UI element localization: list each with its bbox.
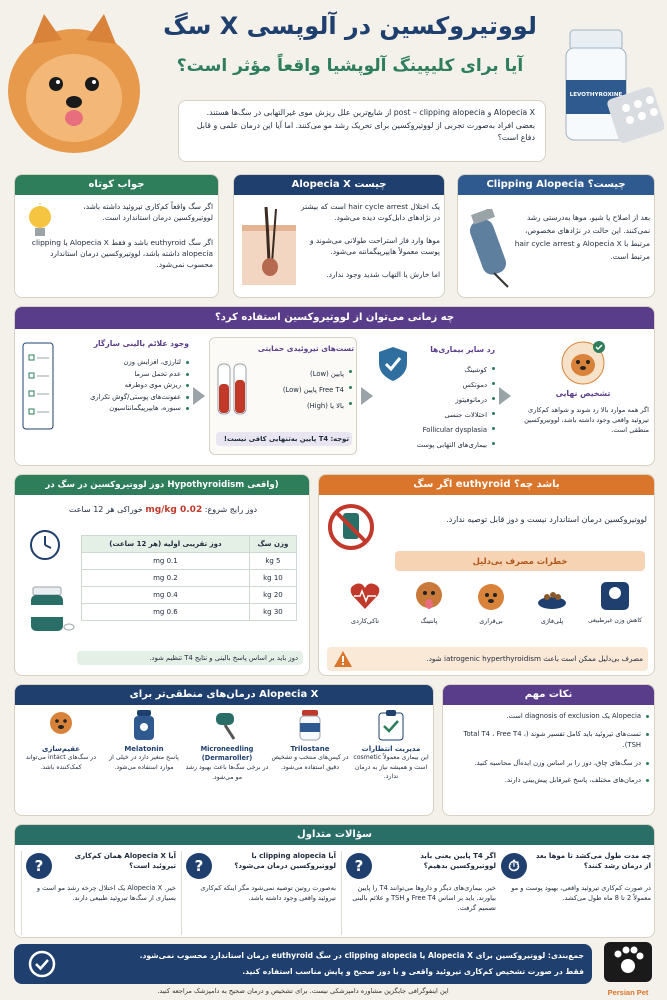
- clinical-sign-item: لتارژی، افزایش وزن: [57, 357, 189, 369]
- clinical-signs-title: وجود علائم بالینی سازگار: [93, 339, 189, 348]
- faq-answer: به‌صورت روتین توصیه نمی‌شود مگر اینکه کم‌کاری تیروئید واقعی وجود داشته باشد.: [200, 884, 336, 902]
- short-answer-line-2: اگر سگ euthyroid باشد و فقط Alopecia X یا clipping alopecia داشته باشد، لووتیروکسین درمان استاندارد محسوب نمی‌شود.: [31, 238, 213, 269]
- short-answer-line-1: اگر سگ واقعاً کم‌کاری تیروئید داشته باشد، لووتیروکسین درمان استاندارد است.: [83, 202, 213, 222]
- question-icon: ?: [346, 853, 372, 879]
- risk-item: [335, 579, 395, 625]
- rule-out-title: رد سایر بیماری‌ها: [430, 345, 495, 354]
- rule-out-item: اختلالات جنسی: [391, 408, 495, 423]
- faq-question: آیا clipping alopecia با لووتیروکسین درمان می‌شود؟: [234, 852, 336, 870]
- treatment-title: Microneedling (Dermaroller): [200, 745, 254, 762]
- arrow-icon: [361, 387, 373, 405]
- faq-question: چه مدت طول می‌کشد تا موها بعد از درمان رشد کنند؟: [535, 852, 651, 870]
- risk-label: پلی‌فاژی: [540, 617, 564, 625]
- clinical-sign-item: عفونت‌های پوستی/گوش تکراری: [57, 392, 189, 404]
- dog-icon: [46, 709, 76, 741]
- intro-box: [178, 100, 546, 162]
- faq-title: سؤالات متداول: [15, 825, 654, 845]
- warning-icon: [333, 650, 353, 668]
- final-diagnosis-text: اگر همه موارد بالا رد شوند و شواهد کم‌کاری تیروئید واقعی وجود داشته باشد، لووتیروکسین منطقی است.: [524, 406, 649, 434]
- notes-card: [442, 684, 655, 816]
- clipping-alopecia-title: Clipping Alopecia چیست؟: [458, 175, 654, 195]
- dose-table-wrap: [81, 535, 297, 621]
- table-cell: 0.4 mg: [82, 587, 250, 604]
- dose-start-value: 0.02 mg/kg: [145, 505, 203, 515]
- alopecia-x-title: Alopecia X چیست: [234, 175, 444, 195]
- heart-rate-icon: [348, 579, 382, 613]
- risk-label: پانتینگ: [420, 617, 438, 625]
- rule-out-item: کوشینگ: [391, 363, 495, 378]
- clipping-alopecia-text: بعد از اصلاح یا شیو، موها به‌درستی رشد نمی‌کنند. این حالت در نژادهای مخصوص، مرتبط با Alopecia X و hair cycle arrest مرتبط است.: [514, 213, 650, 261]
- check-circle-icon: [28, 950, 56, 978]
- page-title: لووتیروکسین در آلوپسی X سگ: [163, 12, 537, 40]
- dog-face-icon: [561, 341, 605, 385]
- arrow-icon: [499, 387, 511, 405]
- table-row: [82, 587, 297, 604]
- bottle-label: LEVOTHYROXINE: [569, 92, 623, 98]
- treatment-text: در سگ‌های intact می‌تواند کمک‌کننده باشد.: [25, 754, 97, 771]
- euthyroid-card: [318, 474, 655, 676]
- thyroid-tests-list: [254, 366, 352, 414]
- table-cell: 5 kg: [249, 553, 296, 570]
- table-cell: 0.2 mg: [82, 570, 250, 587]
- arrow-icon: [193, 387, 205, 405]
- when-section-title: چه زمانی می‌توان از لووتیروکسین استفاده کرد؟: [15, 307, 654, 329]
- conclusion-line-2: فقط در صورت تشخیص کم‌کاری تیروئید واقعی و با دوز صحیح و پایش مناسب استفاده کنید.: [242, 967, 584, 976]
- thyroid-tests-note: توجه: T4 پایین به‌تنهایی کافی نیست!: [216, 432, 352, 446]
- treatment-title: مدیریت انتظارات: [361, 745, 421, 753]
- table-cell: 20 kg: [249, 587, 296, 604]
- warning-text: مصرف بی‌دلیل ممکن است باعث iatrogenic hyperthyroidism شود.: [426, 654, 643, 663]
- no-drug-icon: [327, 503, 375, 551]
- faq-item: [21, 851, 175, 935]
- thyroid-test-item: بالا یا (High): [254, 398, 352, 414]
- alopecia-x-line-1: یک اختلال hair cycle arrest است که بیشتر در نژادهای دابل‌کوت دیده می‌شود.: [301, 202, 440, 222]
- clinical-sign-item: سبوره، هایپرپیگمانتاسیون: [57, 403, 189, 415]
- treatment-text: این بیماری معمولاً cosmetic است و همیشه نیاز به درمان ندارد.: [353, 754, 429, 780]
- conclusion-banner: [14, 944, 592, 984]
- clipper-icon: [464, 209, 512, 289]
- rule-out-item: دموتکس: [391, 378, 495, 393]
- treatment-text: در کیس‌های منتخب و تشخیص دقیق استفاده می‌شود.: [271, 754, 349, 771]
- food-bowl-icon: [535, 579, 569, 613]
- alopecia-x-line-2: موها وارد فاز استراحت طولانی می‌شوند و پوست معمولاً هایپرپیگمانته می‌شود.: [309, 236, 440, 256]
- checklist-icon: [21, 341, 55, 431]
- page-subtitle: آیا برای کلیپینگ آلوپشیا واقعاً مؤثر است؟: [176, 56, 524, 76]
- risk-item: [463, 579, 519, 625]
- short-answer-card: [14, 174, 219, 298]
- risk-item: [585, 579, 645, 624]
- dose-table-header-cell: وزن سگ: [249, 536, 296, 553]
- rule-out-item: درماتوفیتوز: [391, 393, 495, 408]
- rule-out-item: بیماری‌های التهابی پوست: [391, 438, 495, 453]
- faq-question: آیا Alopecia X همان کم‌کاری تیروئید است؟: [74, 852, 176, 870]
- notes-list: [451, 711, 649, 787]
- table-cell: 0.6 mg: [82, 604, 250, 621]
- faq-answer: خیر. Alopecia X یک اختلال چرخه رشد مو است و بسیاری از سگ‌ها تیروئید طبیعی دارند.: [36, 884, 176, 902]
- notes-title: نکات مهم: [443, 685, 654, 705]
- alopecia-x-card: [233, 174, 445, 298]
- question-icon: ?: [26, 853, 52, 879]
- medicine-bottle-illustration: [560, 22, 664, 152]
- clinical-signs-block: [21, 335, 189, 461]
- when-section: [14, 306, 655, 466]
- note-item: Alopecia یک diagnosis of exclusion است.: [451, 711, 649, 723]
- clinical-signs-list: [57, 357, 189, 415]
- treatment-item: [105, 709, 183, 813]
- dog-photo: [4, 6, 144, 156]
- treatment-item: [19, 709, 103, 813]
- table-cell: 30 kg: [249, 604, 296, 621]
- risk-label: کاهش وزن غیرطبیعی: [587, 617, 643, 624]
- treatment-item: [271, 709, 349, 813]
- clinical-sign-item: عدم تحمل سرما: [57, 369, 189, 381]
- thyroid-tests-title: تست‌های تیروئیدی حمایتی: [257, 344, 354, 353]
- treatments-title: درمان‌های منطقی‌تر برای Alopecia X: [15, 685, 433, 705]
- treatment-title: Melatonin: [124, 745, 164, 753]
- treatment-item: [351, 709, 431, 813]
- panting-dog-icon: [412, 579, 446, 613]
- dose-footer: دوز باید بر اساس پاسخ بالینی و نتایج T4 تنظیم شود.: [77, 651, 303, 665]
- faq-item: [501, 851, 651, 935]
- clock-icon: ⏱: [501, 853, 527, 879]
- euthyroid-title: اگر سگ euthyroid باشد چه؟: [319, 475, 654, 495]
- treatments-card: [14, 684, 434, 816]
- risks-title: خطرات مصرف بی‌دلیل: [472, 556, 568, 566]
- question-icon: ?: [186, 853, 212, 879]
- final-diagnosis-title: تشخیص نهایی: [555, 389, 611, 398]
- rule-out-item: Follicular dysplasia: [391, 423, 495, 438]
- faq-question: اگر T4 پایین یعنی باید لووتیروکسین بدهیم؟: [420, 852, 496, 870]
- treatment-text: پاسخ متغیر دارد در خیلی از موارد استفاده می‌شود.: [109, 754, 179, 771]
- euthyroid-text: لووتیروکسین درمان استاندارد نیست و دوز قابل توصیه ندارد.: [446, 515, 647, 524]
- pill-bottle-icon: [29, 585, 75, 633]
- treatment-title: Trilostane: [290, 745, 330, 753]
- treatment-title: عقیم‌سازی: [41, 745, 81, 753]
- treatment-item: [185, 709, 269, 813]
- risks-row: [327, 579, 648, 641]
- dose-start-prefix: دوز رایج شروع:: [204, 505, 258, 514]
- table-row: [82, 604, 297, 621]
- note-item: درمان‌های مختلف، پاسخ غیرقابل پیش‌بینی دارند.: [451, 775, 649, 787]
- table-cell: 10 kg: [249, 570, 296, 587]
- table-cell: 0.1 mg: [82, 553, 250, 570]
- note-item: در سگ‌های چاق، دوز را بر اساس وزن ایده‌آل محاسبه کنید.: [451, 758, 649, 770]
- dose-start-line: [25, 505, 301, 515]
- table-row: [82, 570, 297, 587]
- brand-logo-text: Persian Pet: [607, 988, 649, 997]
- disclaimer: این اینفوگرافی جایگزین مشاوره دامپزشکی نیست. برای تشخیص و درمان صحیح به دامپزشک مراجعه کنید.: [157, 987, 449, 995]
- dose-start-suffix: خوراکی هر 12 ساعت: [68, 505, 143, 514]
- clock-icon: [29, 529, 61, 561]
- short-answer-title: جواب کوتاه: [15, 175, 218, 195]
- note-item: تست‌های تیروئید باید کامل تفسیر شوند (Total T4 ، Free T4 ، TSH).: [451, 729, 649, 752]
- warning-bar: [327, 647, 648, 671]
- dermaroller-icon: [212, 709, 242, 741]
- final-diagnosis-block: [515, 335, 651, 461]
- risk-label: تاکی‌کاردی: [350, 617, 380, 625]
- dose-card: [14, 474, 310, 676]
- restless-dog-icon: [474, 579, 508, 613]
- dose-table-header: [82, 536, 297, 553]
- thyroid-test-item: پایین (Low): [254, 366, 352, 382]
- dose-title: دوز لووتیروکسین در سگ در Hypothyroidism واقعی): [15, 475, 309, 495]
- rule-out-block: [377, 337, 495, 461]
- alopecia-x-line-3: اما خارش یا التهاب شدید وجود ندارد.: [326, 270, 440, 279]
- risk-item: [399, 579, 459, 625]
- risk-item: [523, 579, 581, 625]
- hair-follicle-icon: [242, 205, 296, 285]
- pill-bottle-icon: [298, 709, 322, 741]
- thyroid-test-item: Free T4 پایین (Low): [254, 382, 352, 398]
- dose-table-header-cell: دوز تقریبی اولیه (هر 12 ساعت): [82, 536, 250, 553]
- clipping-alopecia-card: [457, 174, 655, 298]
- dose-table: [81, 535, 297, 621]
- faq-answer: خیر. بیماری‌های دیگر و داروها می‌توانند T4 را پایین بیاورند. باید بر اساس Free T4 و TSH و علائم بالینی تصمیم گرفت.: [352, 884, 496, 912]
- faq-card: [14, 824, 655, 938]
- thyroid-tests-block: [209, 337, 357, 455]
- scale-icon: [598, 579, 632, 613]
- rule-out-list: [391, 363, 495, 453]
- risk-label: بی‌قراری: [479, 617, 503, 625]
- clipboard-check-icon: [377, 709, 405, 741]
- melatonin-bottle-icon: [132, 709, 156, 741]
- clinical-sign-item: ریزش موی دوطرفه: [57, 380, 189, 392]
- test-tubes-icon: [216, 362, 250, 418]
- faq-item: [181, 851, 335, 935]
- table-row: [82, 553, 297, 570]
- conclusion-line-1: جمع‌بندی: لووتیروکسین برای Alopecia X یا clipping alopecia در سگ euthyroid درمان استاندارد محسوب نمی‌شود.: [139, 951, 584, 960]
- treatment-text: در برخی سگ‌ها باعث بهبود رشد مو می‌شود.: [185, 764, 269, 781]
- faq-item: [341, 851, 495, 935]
- intro-text: Alopecia X و post – clipping alopecia از شایع‌ترین علل ریزش موی غیرالتهابی در سگ‌ها هستند. بعضی افراد به‌صورت تجربی از لووتیروکسین برای تحریک رشد مو می‌کنند. اما آیا این درمان علمی و قابل دفاع است؟: [196, 108, 535, 142]
- risks-banner: [395, 551, 645, 571]
- brand-logo: [598, 940, 658, 996]
- faq-answer: در صورت کم‌کاری تیروئید واقعی، بهبود پوست و مو معمولاً 2 تا 8 ماه طول می‌کشد.: [511, 884, 651, 902]
